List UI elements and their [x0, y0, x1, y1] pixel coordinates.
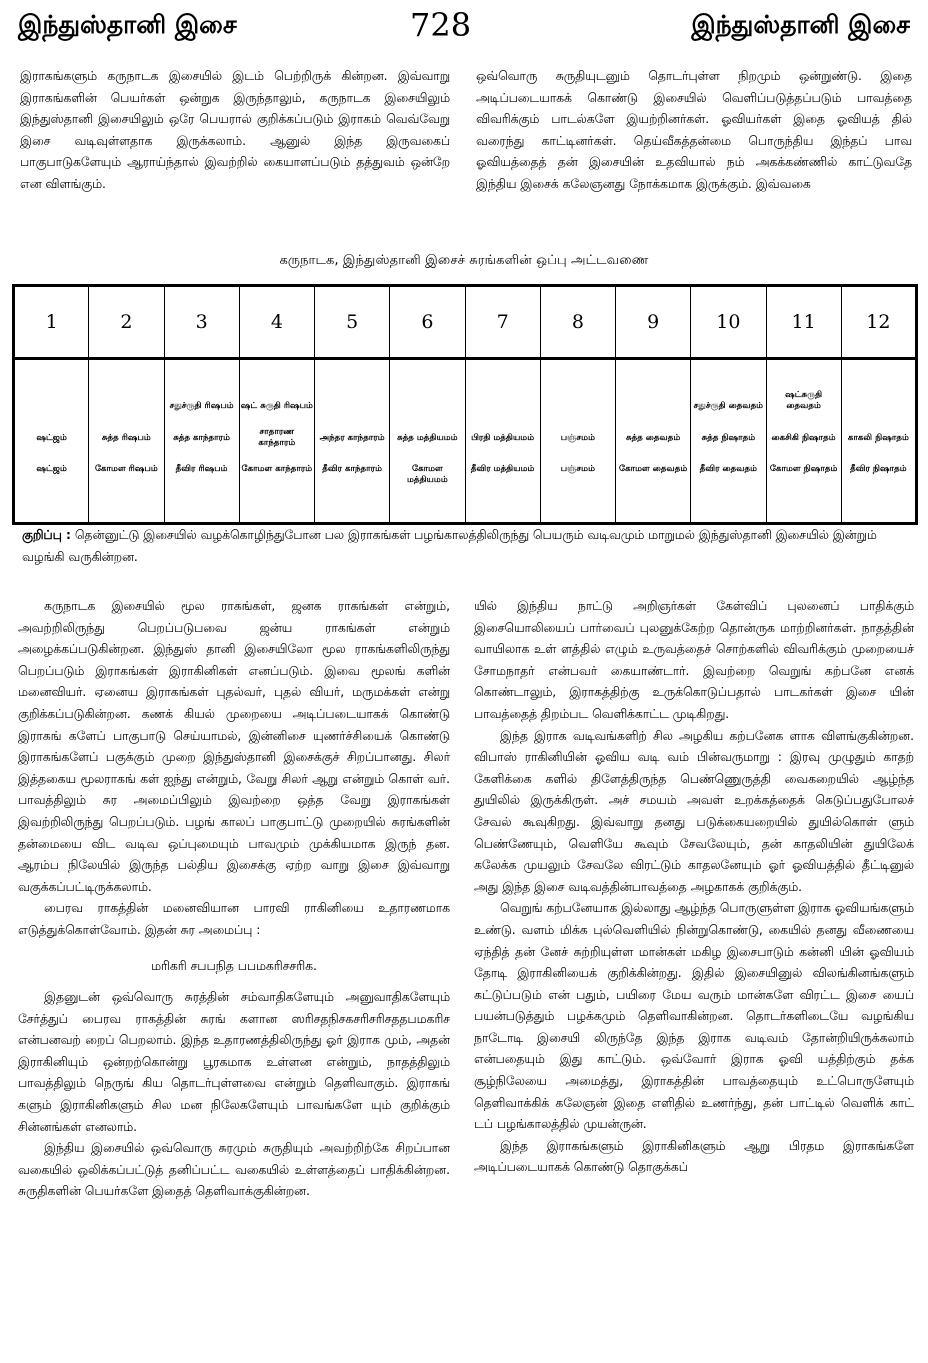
table-cell [14, 359, 89, 417]
table-cell: சுத்த மத்தியமம் [390, 416, 465, 460]
table-cell: கைசிகி நிஷாதம் [766, 416, 841, 460]
paragraph: இந்த இராக வடிவங்களிற் சில அழகிய கற்பனேக ளாக விளங்குகின்றன. விபாஸ் ராகினியின் ஓவிய வடி வம் பின்வருமாறு : இரவு முழுதும் காதற் கேளிக்கை களில் திளேத்திருந்த பெண்ணுெருத்தி வைகறையில் ஆழ்ந்த துயிலில் இருக்கிருள். அச் சமயம் அவள் உறக்கத்தைக் கெடுப்பதுபோலச் சேவல் கூவுகிறது. இவ்வாறு தனது படுக்கையறையில் துயில்கொள் ளும் பெண்ணேயும், வெளியே கூவும் சேவலேயும், தன் காதலியின் துயிலேக் கலேக்க முயலும் சேவலே விரட்டும் காதலனேயும் ஓர் ஓவியத்தில் தீட்டினுல் அது இந்த இசை வடிவத்தின்பாவத்தை அழகாகக் குறிக்கும். [474, 728, 914, 894]
table-cell: ஷட்ஜம் [14, 460, 89, 524]
bottom-left-column [18, 596, 450, 1358]
table-cell [465, 359, 540, 417]
table-cell: 11 [766, 286, 841, 359]
table-cell: கோமள தைவதம் [616, 460, 691, 524]
note-text: தென்னுட்டு இசையில் வழக்கொழிந்துபோன பல இராகங்கள் பழங்காலத்திலிருந்து பெயரும் வடிவமும் மாறுமல் இந்துஸ்தானி இசையில் இன்றும் வழங்கி வருகின்றன. [22, 528, 877, 564]
table-number-row [14, 286, 917, 359]
table-row [14, 359, 917, 417]
note-label: குறிப்பு : [22, 528, 71, 542]
table-cell: கோமள மத்தியமம் [390, 460, 465, 524]
table-cell: சாதாரண காந்தாரம் [239, 416, 314, 460]
table-cell: 6 [390, 286, 465, 359]
table-cell: கோமள நிஷாதம் [766, 460, 841, 524]
table-cell [841, 359, 916, 417]
table-cell: தீவிர ரிஷபம் [164, 460, 239, 524]
swara-comparison-table [12, 284, 918, 525]
table-cell [89, 359, 164, 417]
paragraph: வெறுங் கற்பனேயாக இல்லாது ஆழ்ந்த பொருளுள்ள இராக ஓவியங்களும் உண்டு. வளம் மிக்க புல்வெளியில் நின்றுகொண்டு, கையில் தனது வீணையை ஏந்தித் தன் னேச் சுற்றியுள்ள மான்கள் மகிழ இசைபாடும் கன்னி யின் ஓவியம் தோடி இராகினியைக் குறிக்கின்றது. இதில் இசையினுல் விலங்கினங்களும் கட்டுப்படும் என் பதும், பயிரை மேய வரும் மான்களே விரட்ட இசை யைப் பயன்படுத்தும் பழக்கமும் தெளிவாகின்றன. தொடர்களிடையே வழங்கிய நாடோடி இசையி லிருந்தே இந்த இராக வடிவம் தோன்றியிருக்கலாம் என்பதையும் இது காட்டும். ஒவ்வோர் இராக ஓவி யத்திற்கும் தக்க சூழ்நிலேயை அமைத்து, இராகத்தின் பாவத்தையும் உட்பொருளேயும் தெளிவாக்கிக் கலேஞன் இதை எளிதில் உணர்ந்து, தன் பாட்டில் வெளிக் காட் டப் பழங்காலத்தில் முயன்ருன். [474, 901, 914, 1132]
table-row [14, 460, 917, 524]
table-row [14, 416, 917, 460]
table-cell: ஷட்சுருதி தைவதம் [766, 359, 841, 417]
paragraph: யில் இந்திய நாட்டு அறிஞர்கள் கேள்விப் புலனைப் பாதிக்கும் இசையொலியைப் பார்வைப் புலனுக்கேற்ற தொன்ருக மாற்றினர்கள். நாதத்தின் வாயிலாக உள் ளத்தில் எழும் உருவத்தைச் சொற்களில் விவரிக்கும் முறையைச் சோமநாதர் என்பவர் கையாண்டார். இவற்றை வெறுங் கற்பனே எனக் கொண்டாலும், இராகத்திற்கு உருக்கொடுப்பதால் பாடகர்கள் இசை யின் பாவத்தைத் திறம்பட வெளிக்காட்ட முடிகிறது. [474, 599, 914, 721]
top-right-paragraph: ஒவ்வொரு சுருதியுடனும் தொடர்புள்ள நிறமும் ஒன்றுண்டு. இதை அடிப்படையாகக் கொண்டு இசையில் வெளிப்படுத்தப்படும் பாவத்தை விவரிக்கும் பாடல்களே இயற்றினர்கள். ஓவியர்கள் இதை ஓவியத் தில் வரைந்து காட்டினர்கள். தெய்வீகத்தன்மை பொருந்திய இந்தப் பாவ ஓவியத்தைத் தன் இசையின் உதவியால் நம் அகக்கண்ணில் காட்டுவதே இந்திய இசைக் கலேஞனது நோக்கமாக இருக்கும். இவ்வகை [476, 69, 912, 191]
table-cell: பிரதி மத்தியமம் [465, 416, 540, 460]
table-cell: 4 [239, 286, 314, 359]
paragraph: இதனுடன் ஒவ்வொரு சுரத்தின் சம்வாதிகளேயும் அனுவாதிகளேயும் சேர்த்துப் பைரவ ராகத்தின் சுரங் களான ஸரிசதநிசகசரிசரிசததபமகரிச என்பனவற் றைப் பெறலாம். இந்த உதாரணத்திலிருந்து ஓர் இராக மும், அதன் இராகினியும் ஒன்றற்கொன்று பூரகமாக உள்ளன என்றும், நாதத்திலும் பாவத்திலும் நெருங் கிய தொடர்புள்ளவை என்றும் தெளிவாகும். இராகங் களும் இராகினிகளும் சில மன நிலேகளேயும் பாவங்களே யும் குறிக்கும் சின்னங்கள் எனலாம். [18, 990, 450, 1134]
table-cell: தீவிர காந்தாரம் [315, 460, 390, 524]
top-right-column [476, 66, 912, 242]
table-cell: தீவிர நிஷாதம் [841, 460, 916, 524]
table-cell: பஞ்சமம் [540, 416, 615, 460]
table-cell [390, 359, 465, 417]
table-note [22, 524, 922, 568]
bottom-right-column [474, 596, 914, 1358]
table-cell [616, 359, 691, 417]
table-cell: 8 [540, 286, 615, 359]
table-cell: 3 [164, 286, 239, 359]
swara-notation: மரிகரி சபபநித பபமகரிசசரிக. [151, 958, 317, 973]
table-cell: காகலி நிஷாதம் [841, 416, 916, 460]
table-cell: கோமள காந்தாரம் [239, 460, 314, 524]
table-cell: ஷட்ஜம் [14, 416, 89, 460]
table-cell: 7 [465, 286, 540, 359]
table-cell: சுத்த தைவதம் [616, 416, 691, 460]
table-cell: 1 [14, 286, 89, 359]
paragraph: இந்திய இசையில் ஒவ்வொரு சுரமும் சுருதியும் அவற்றிற்கே சிறப்பான வகையில் ஒலிக்கப்பட்டுத் தனிப்பட்ட வகையில் உள்ளத்தைப் பாதிக்கின்றன. சுருதிகளின் பெயர்களே இதைத் தெளிவாக்குகின்றன. [18, 1141, 450, 1199]
table-cell: 2 [89, 286, 164, 359]
table-cell: 10 [691, 286, 766, 359]
paragraph: கருநாடக இசையில் மூல ராகங்கள், ஜனக ராகங்கள் என்றும், அவற்றிலிருந்து பெறப்படுபவை ஜன்ய ராகங்கள் என்றும் அழைக்கப்படுகின்றன. இந்துஸ் தானி இசையிலோ மூல ராகங்களிலிருந்து பெறப்படும் இராகங்கள் இராகினிகள் எனப்படும். இவை மூலங் களின் மனைவியர். ஏனைய இராகங்கள் புதல்வர், புதல் வியர், மருமக்கள் என்று குறிக்கப்படுகின்றன. கணக் கியல் முறையை அடிப்படையாகக் கொண்டு இராகங் களேப் பாகுபாடு செய்யாமல், இன்னிசை யுணர்ச்சியைக் கொண்டு இராகங்களேப் பகுக்கும் முறை இந்துஸ்தானி இசைக்குச் சிறப்பானது. சிலர் இத்தகைய மூலராகங் கள் ஐந்து என்றும், வேறு சிலர் ஆறு என்றும் கொள் வர். பாவத்திலும் சுர அமைப்பிலும் இவற்றை ஒத்த வேறு இராகங்கள் இவற்றிலிருந்து பெறப்படும். பழங் காலப் பாகுபாட்டு முறையில் சுரங்களின் தன்மையை விட வடிவ ஒப்புமையும் பாவமும் முக்கியமாக இருந் தன. ஆரம்ப நிலேயில் இருந்த பல்திய இசைக்கு ஏற்ற வாறு இசை இவ்வாறு வகுக்கப்பட்டிருக்கலாம். [18, 599, 450, 894]
top-left-paragraph: இராகங்களும் கருநாடக இசையில் இடம் பெற்றிருக் கின்றன. இவ்வாறு இராகங்களின் பெயர்கள் ஒன்றுக இருந்தாலும், கருநாடக இசையிலும் இந்துஸ்தானி இசையிலும் ஒரே பெயரால் குறிக்கப்படும் இராகம் வெவ்வேறு இசை வடிவுள்ளதாக இருக்கலாம். ஆனுல் இந்த இருவகைப் பாகுபாடுகளேயும் ஆராய்ந்தால் இவற்றில் கையாளப்படும் தத்துவம் ஒன்றே என விளங்கும். [20, 69, 450, 191]
table-cell: சதுச்ருதி தைவதம் [691, 359, 766, 417]
page-number: 728 [410, 6, 472, 44]
paragraph: இந்த இராகங்களும் இராகினிகளும் ஆறு பிரதம இராகங்களே அடிப்படையாகக் கொண்டு தொகுக்கப் [474, 1138, 914, 1175]
table-cell: சுத்த நிஷாதம் [691, 416, 766, 460]
page-header [0, 0, 928, 60]
table-cell: 9 [616, 286, 691, 359]
table-cell: சுத்த ரிஷபம் [89, 416, 164, 460]
table-cell: கோமள ரிஷபம் [89, 460, 164, 524]
table-cell: தீவிர தைவதம் [691, 460, 766, 524]
top-left-column [20, 66, 450, 242]
paragraph: பைரவ ராகத்தின் மனைவியான பாரவி ராகினியை உதாரணமாக எடுத்துக்கொள்வோம். இதன் சுர அமைப்பு : [18, 901, 450, 937]
table-cell: சதுச்ருதி ரிஷபம் [164, 359, 239, 417]
table-cell: பஞ்சமம் [540, 460, 615, 524]
table-cell [540, 359, 615, 417]
table-title: கருநாடக, இந்துஸ்தானி இசைச் சுரங்களின் ஒப்பு அட்டவணை [279, 253, 649, 268]
running-title-right: இந்துஸ்தானி இசை [691, 10, 910, 39]
table-cell: 5 [315, 286, 390, 359]
running-title-left: இந்துஸ்தானி இசை [18, 10, 237, 39]
table-cell: ஷட் சுருதி ரிஷபம் [239, 359, 314, 417]
table-cell: தீவிர மத்தியமம் [465, 460, 540, 524]
table-cell: 12 [841, 286, 916, 359]
table-cell: சுத்த காந்தாரம் [164, 416, 239, 460]
table-cell [315, 359, 390, 417]
table-cell: அந்தர காந்தாரம் [315, 416, 390, 460]
